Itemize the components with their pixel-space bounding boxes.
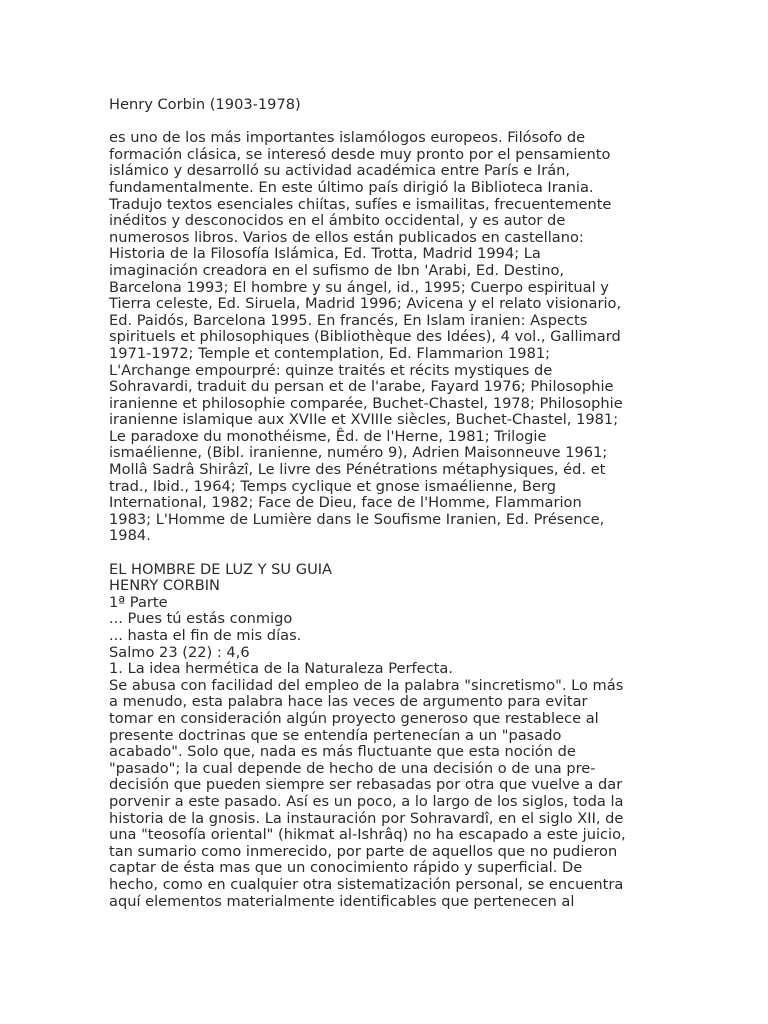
text-line: iranienne islamique aux XVIIe et XVIIIe siècles, Buchet-Chastel, 1981; <box>109 411 619 429</box>
text-line: iranienne et philosophie comparée, Buchet-Chastel, 1978; Philosophie <box>109 394 623 412</box>
text-line: presente doctrinas que se entendía pertenecían a un "pasado <box>109 726 562 744</box>
text-line: "pasado"; la cual depende de hecho de una decisión o de una pre- <box>109 759 596 777</box>
text-line: Tierra celeste, Ed. Siruela, Madrid 1996; Avicena y el relato visionario, <box>109 295 622 313</box>
text-line: 1971-1972; Temple et contemplation, Ed. Flammarion 1981; <box>109 344 551 362</box>
document-heading: Henry Corbin (1903-1978) <box>109 96 301 113</box>
text-line: una "teosofía oriental" (hikmat al-Ishrâq) no ha escapado a este juicio, <box>109 826 626 844</box>
text-line: fundamentalmente. En este último país dirigió la Biblioteca Irania. <box>109 178 594 196</box>
text-line: porvenir a este pasado. Así es un poco, a lo largo de los siglos, toda la <box>109 792 624 810</box>
text-line: 1. La idea hermética de la Naturaleza Perfecta. <box>109 660 453 678</box>
text-line: numerosos libros. Varios de ellos están publicados en castellano: <box>109 228 584 246</box>
text-line: hecho, como en cualquier otra sistematización personal, se encuentra <box>109 875 624 893</box>
text-line: trad., Ibid., 1964; Temps cyclique et gnose ismaélienne, Berg <box>109 477 557 495</box>
text-line: Tradujo textos esenciales chiítas, sufíes e ismailitas, frecuentemente <box>109 195 612 213</box>
text-line: tomar en consideración algún proyecto generoso que restablece al <box>109 709 599 727</box>
text-line: 1984. <box>109 527 151 545</box>
text-line: Barcelona 1993; El hombre y su ángel, id., 1995; Cuerpo espiritual y <box>109 278 609 296</box>
text-line: tan sumario como inmerecido, por parte de aquellos que no pudieron <box>109 842 618 860</box>
text-line: decisión que pueden siempre ser rebasadas por otra que vuelve a dar <box>109 776 623 794</box>
text-line: Le paradoxe du monothéisme, Êd. de l'Herne, 1981; Trilogie <box>109 427 547 445</box>
text-line: EL HOMBRE DE LUZ Y SU GUIA <box>109 560 333 578</box>
text-line: Ed. Paidós, Barcelona 1995. En francés, En Islam iranien: Aspects <box>109 311 588 329</box>
text-line: Salmo 23 (22) : 4,6 <box>109 643 250 661</box>
text-line: spirituels et philosophiques (Bibliothèque des Idées), 4 vol., Gallimard <box>109 328 621 346</box>
text-line: International, 1982; Face de Dieu, face de l'Homme, Flammarion <box>109 494 582 512</box>
text-line: ... hasta el fin de mis días. <box>109 627 302 644</box>
text-line: HENRY CORBIN <box>109 577 220 595</box>
text-line: Sohravardi, traduit du persan et de l'arabe, Fayard 1976; Philosophie <box>109 378 614 396</box>
text-line: aquí elementos materialmente identificables que pertenecen al <box>109 892 575 910</box>
text-line: a menudo, esta palabra hace las veces de argumento para evitar <box>109 693 588 711</box>
text-line: inéditos y desconocidos en el ámbito occidental, y es autor de <box>109 212 566 230</box>
text-line: captar de ésta mas que un conocimiento rápido y superficial. De <box>109 859 583 877</box>
text-line: L'Archange empourpré: quinze traités et récits mystiques de <box>109 361 553 379</box>
document-page <box>109 97 661 910</box>
text-line: formación clásica, se interesó desde muy pronto por el pensamiento <box>109 145 611 163</box>
text-line: historia de la gnosis. La instauración por Sohravardî, en el siglo XII, de <box>109 809 624 827</box>
text-line: Historia de la Filosofía Islámica, Ed. Trotta, Madrid 1994; La <box>109 245 541 263</box>
text-line: Mollâ Sadrâ Shirâzî, Le livre des Pénétrations métaphysiques, éd. et <box>109 461 606 479</box>
text-line: ismaélienne, (Bibl. iranienne, numéro 9), Adrien Maisonneuve 1961; <box>109 444 608 462</box>
text-line: 1ª Parte <box>109 593 168 611</box>
text-line: ... Pues tú estás conmigo <box>109 610 293 628</box>
text-line: Se abusa con facilidad del empleo de la palabra "sincretismo". Lo más <box>109 676 624 694</box>
paragraph-spacer <box>109 545 661 562</box>
text-line: 1983; L'Homme de Lumière dans le Soufisme Iranien, Ed. Présence, <box>109 510 605 528</box>
text-line: acabado". Solo que, nada es más fluctuante que esta noción de <box>109 743 576 761</box>
text-line: imaginación creadora en el sufismo de Ibn 'Arabi, Ed. Destino, <box>109 261 565 279</box>
text-line: islámico y desarrolló su actividad académica entre París e Irán, <box>109 162 571 180</box>
paragraph-spacer <box>109 114 661 131</box>
body-text <box>109 562 661 910</box>
text-line: es uno de los más importantes islamólogos europeos. Filósofo de <box>109 129 586 147</box>
bio-paragraph <box>109 130 661 545</box>
